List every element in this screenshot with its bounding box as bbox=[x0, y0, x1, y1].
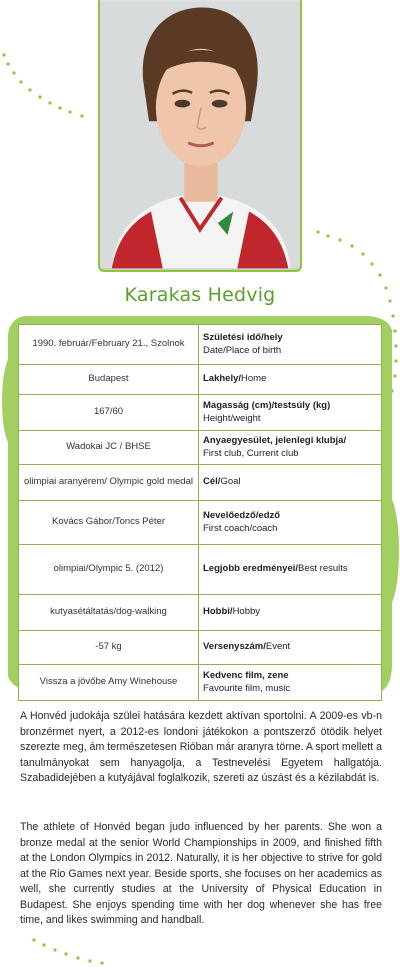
table-row bbox=[19, 631, 382, 665]
bio-paragraph-english: The athlete of Honvéd began judo influenced by her parents. She won a bronze medal at the senior World Championships in 2009, and finished fifth at the London Olympics in 2012. Naturally, it is her objective to strive for gold at the Rio Games next year. Beside sports, she focuses on her academics as well, she currently studies at the University of Physical Education in Budapest. She enjoys spending time with her dog whenever she has free time, and likes swimming and handball. bbox=[20, 821, 382, 926]
row-value: -57 kg bbox=[19, 631, 199, 665]
table-row bbox=[19, 431, 382, 465]
row-value: 167/60 bbox=[19, 395, 199, 431]
label-hungarian: Magasság (cm)/testsúly (kg) bbox=[203, 400, 331, 412]
label-hungarian: Születési idő/hely bbox=[203, 332, 283, 344]
row-label bbox=[199, 595, 382, 631]
label-english: First coach/coach bbox=[203, 522, 278, 534]
table-row bbox=[19, 595, 382, 631]
label-hungarian: Versenyszám/ bbox=[203, 641, 266, 653]
row-label bbox=[199, 465, 382, 501]
athlete-name: Karakas Hedvig bbox=[124, 284, 276, 306]
row-label bbox=[199, 395, 382, 431]
profile-table bbox=[18, 324, 382, 701]
row-value: olimpiai/Olympic 5. (2012) bbox=[19, 545, 199, 595]
label-english: Hobby bbox=[232, 606, 261, 618]
label-hungarian: Anyaegyesület, jelenlegi klubja/ bbox=[203, 435, 347, 447]
label-english: Goal bbox=[220, 476, 241, 488]
portrait-illustration bbox=[100, 0, 300, 270]
label-hungarian: Hobbi/ bbox=[203, 606, 233, 618]
label-hungarian: Legjobb eredményei/ bbox=[203, 563, 299, 575]
label-hungarian: Lakhely/ bbox=[203, 373, 242, 385]
bio-paragraph-hungarian: A Honvéd judokája szülei hatására kezdett aktívan sportolni. A 2009-es vb-n bronzérmet nyert, a 2012-es londoni játékokon a pontszerző ötödik helyet szerezte meg, ám természetesen Rióban már aranyra törne. A sport mellett a tanulmányokat sem hanyagolja, a Testnevelési Egyetem hallgatója. Szabadidejében a kutyájával foglalkozik, szereti az úszást és a kézilabdát is. bbox=[20, 710, 382, 784]
label-hungarian: Nevelőedző/edző bbox=[203, 510, 281, 522]
label-english: Home bbox=[241, 373, 267, 385]
row-label bbox=[199, 431, 382, 465]
table-row bbox=[19, 325, 382, 365]
table-row bbox=[19, 545, 382, 595]
label-english: First club, Current club bbox=[203, 447, 299, 459]
table-row bbox=[19, 501, 382, 545]
label-hungarian: Cél/ bbox=[203, 476, 221, 488]
label-english: Favourite film, music bbox=[203, 682, 291, 694]
athlete-photo bbox=[98, 0, 302, 272]
row-label bbox=[199, 365, 382, 395]
row-value: Kovács Gábor/Toncs Péter bbox=[19, 501, 199, 545]
table-row bbox=[19, 465, 382, 501]
row-value: Wadokai JC / BHSE bbox=[19, 431, 199, 465]
row-label bbox=[199, 325, 382, 365]
row-value: kutyasétáltatás/dog-walking bbox=[19, 595, 199, 631]
row-value: Vissza a jövőbe Amy Winehouse bbox=[19, 665, 199, 701]
row-label bbox=[199, 665, 382, 701]
label-english: Event bbox=[265, 641, 291, 653]
label-english: Date/Place of birth bbox=[203, 344, 282, 356]
label-hungarian: Kedvenc film, zene bbox=[203, 670, 289, 682]
table-row bbox=[19, 395, 382, 431]
row-label bbox=[199, 545, 382, 595]
row-label bbox=[199, 631, 382, 665]
row-value: Budapest bbox=[19, 365, 199, 395]
row-value: olimpiai aranyérem/ Olympic gold medal bbox=[19, 465, 199, 501]
table-row bbox=[19, 665, 382, 701]
label-english: Height/weight bbox=[203, 412, 261, 424]
row-value: 1990. február/February 21., Szolnok bbox=[19, 325, 199, 365]
table-row bbox=[19, 365, 382, 395]
label-english: Best results bbox=[298, 563, 348, 575]
row-label bbox=[199, 501, 382, 545]
